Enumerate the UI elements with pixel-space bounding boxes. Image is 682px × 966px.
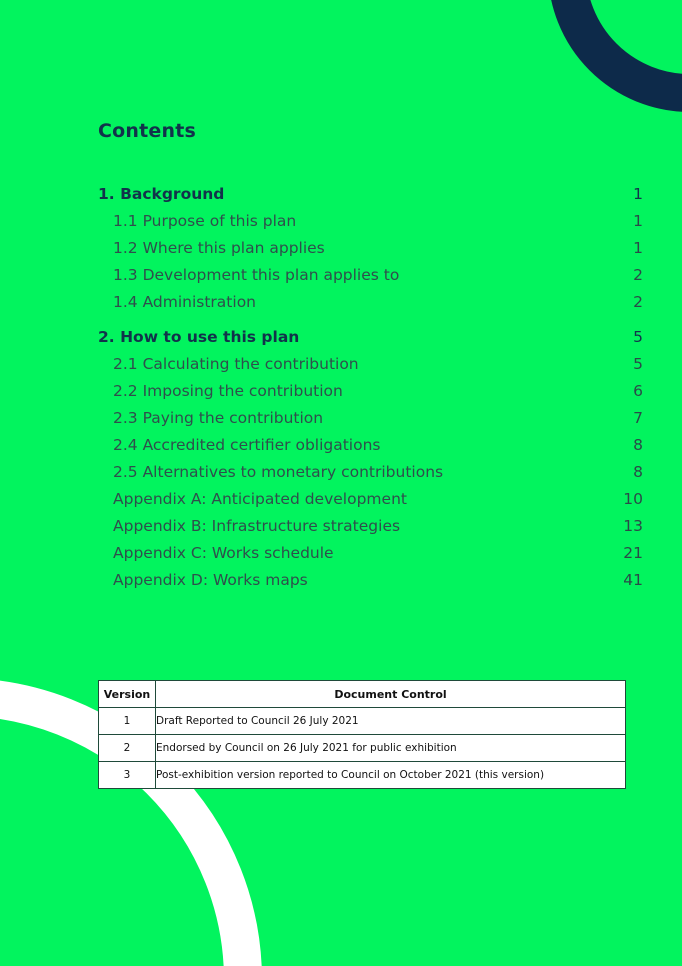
toc-entry-appendix-d[interactable] <box>98 568 643 595</box>
version-cell: 1 <box>99 708 156 735</box>
toc-entry-paying[interactable] <box>98 406 643 433</box>
toc-entry-background[interactable] <box>98 182 643 209</box>
description-cell: Draft Reported to Council 26 July 2021 <box>156 708 626 735</box>
toc-entry-page: 5 <box>633 355 643 373</box>
toc-entry-page: 8 <box>633 436 643 454</box>
toc-entry-page: 2 <box>633 293 643 311</box>
navy-arc-shape <box>567 0 682 93</box>
toc-entry-label: 2.1 Calculating the contribution <box>113 355 359 373</box>
toc-entry-label: 2.3 Paying the contribution <box>113 409 324 427</box>
toc-entry-label: Appendix A: Anticipated development <box>113 490 407 508</box>
toc-entry-where-applies[interactable] <box>98 236 643 263</box>
toc-entry-certifier[interactable] <box>98 433 643 460</box>
version-header: Version <box>99 681 156 708</box>
toc-entry-page: 7 <box>633 409 643 427</box>
document-control-header: Document Control <box>156 681 626 708</box>
toc-entry-label: 1.4 Administration <box>113 293 256 311</box>
contents-title: Contents <box>98 120 197 142</box>
toc-entry-page: 1 <box>633 185 643 203</box>
toc-entry-purpose[interactable] <box>98 209 643 236</box>
toc-entry-label: 1.1 Purpose of this plan <box>113 212 297 230</box>
toc-entry-label: Appendix C: Works schedule <box>113 544 334 562</box>
table-of-contents <box>98 182 643 595</box>
toc-entry-label: 2.5 Alternatives to monetary contributions <box>113 463 444 481</box>
table-header-row <box>99 681 626 708</box>
version-cell: 2 <box>99 735 156 762</box>
description-cell: Post-exhibition version reported to Council on October 2021 (this version) <box>156 762 626 789</box>
toc-entry-appendix-c[interactable] <box>98 541 643 568</box>
toc-entry-label: Appendix D: Works maps <box>113 571 308 589</box>
toc-entry-administration[interactable] <box>98 290 643 317</box>
toc-entry-page: 1 <box>633 239 643 257</box>
toc-entry-development[interactable] <box>98 263 643 290</box>
toc-entry-label: 1. Background <box>98 185 225 203</box>
table-row <box>99 735 626 762</box>
toc-entry-how-to-use[interactable] <box>98 325 643 352</box>
toc-entry-calculating[interactable] <box>98 352 643 379</box>
table-row <box>99 762 626 789</box>
toc-entry-page: 5 <box>633 328 643 346</box>
toc-entry-label: 2. How to use this plan <box>98 328 300 346</box>
toc-entry-page: 2 <box>633 266 643 284</box>
toc-entry-page: 1 <box>633 212 643 230</box>
toc-entry-page: 8 <box>633 463 643 481</box>
toc-entry-page: 6 <box>633 382 643 400</box>
toc-entry-alternatives[interactable] <box>98 460 643 487</box>
toc-entry-label: Appendix B: Infrastructure strategies <box>113 517 401 535</box>
description-cell: Endorsed by Council on 26 July 2021 for public exhibition <box>156 735 626 762</box>
toc-entry-label: 2.4 Accredited certifier obligations <box>113 436 381 454</box>
document-control-table <box>98 680 626 789</box>
toc-entry-label: 2.2 Imposing the contribution <box>113 382 343 400</box>
toc-entry-page: 21 <box>623 544 643 562</box>
toc-entry-page: 41 <box>623 571 643 589</box>
toc-entry-appendix-b[interactable] <box>98 514 643 541</box>
version-cell: 3 <box>99 762 156 789</box>
toc-entry-imposing[interactable] <box>98 379 643 406</box>
toc-entry-label: 1.2 Where this plan applies <box>113 239 325 257</box>
toc-entry-appendix-a[interactable] <box>98 487 643 514</box>
table-row <box>99 708 626 735</box>
toc-entry-page: 10 <box>623 490 643 508</box>
toc-entry-label: 1.3 Development this plan applies to <box>113 266 400 284</box>
toc-entry-page: 13 <box>623 517 643 535</box>
